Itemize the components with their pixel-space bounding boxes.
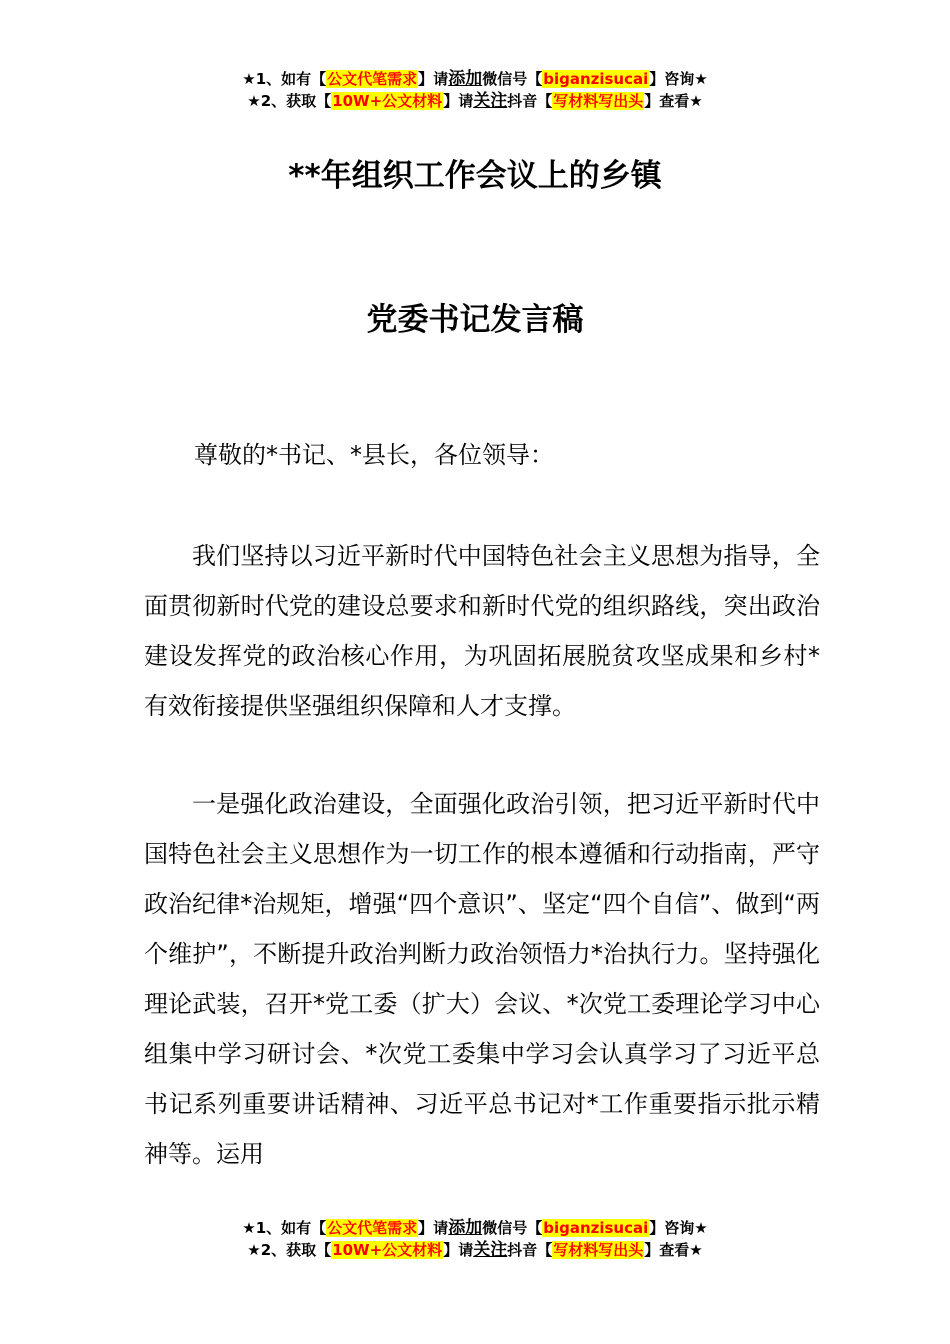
- greeting: 尊敬的*书记、*县长，各位领导：: [194, 441, 554, 469]
- promo-line-2: ★2、获取【10W+公文材料】请关注抖音【写材料写出头】查看★: [247, 91, 703, 111]
- promo-line-2: ★2、获取【10W+公文材料】请关注抖音【写材料写出头】查看★: [247, 1240, 703, 1260]
- highlight-wechat-id: biganzisucai: [543, 1219, 649, 1237]
- promo-line-1: ★1、如有【公文代笔需求】请添加微信号【biganzisucai】咨询★: [242, 1218, 708, 1238]
- paragraph-1: 我们坚持以习近平新时代中国特色社会主义思想为指导，全面贯彻新时代党的建设总要求和新时代党的组织路线，突出政治建设发挥党的政治核心作用，为巩固拓展脱贫攻坚成果和乡村*有效衔接提供坚强组织保障和人才支撑。: [144, 542, 820, 720]
- highlight-service: 公文代笔需求: [327, 1219, 418, 1237]
- promo-banner-top: [0, 68, 950, 112]
- promo-line-1: ★1、如有【公文代笔需求】请添加微信号【biganzisucai】咨询★: [242, 69, 708, 89]
- highlight-service: 公文代笔需求: [327, 70, 418, 88]
- paragraph-2: 一是强化政治建设，全面强化政治引领，把习近平新时代中国特色社会主义思想作为一切工作的根本遵循和行动指南，严守政治纪律*治规矩，增强“四个意识”、坚定“四个自信”、做到“两个维护”，不断提升政治判断力政治领悟力*治执行力。坚持强化理论武装，召开*党工委（扩大）会议、*次党工委理论学习中心组集中学习研讨会、*次党工委集中学习会认真学习了习近平总书记系列重要讲话精神、习近平总书记对*工作重要指示批示精神等。运用: [144, 790, 820, 1168]
- highlight-douyin: 写材料写出头: [553, 1241, 644, 1259]
- document-title-line-1: **年组织工作会议上的乡镇: [288, 158, 662, 194]
- highlight-materials: 10W+公文材料: [332, 92, 443, 110]
- highlight-douyin: 写材料写出头: [553, 92, 644, 110]
- document-title-line-2: 党委书记发言稿: [366, 302, 584, 338]
- promo-banner-bottom: [0, 1217, 950, 1261]
- highlight-materials: 10W+公文材料: [332, 1241, 443, 1259]
- highlight-wechat-id: biganzisucai: [543, 70, 649, 88]
